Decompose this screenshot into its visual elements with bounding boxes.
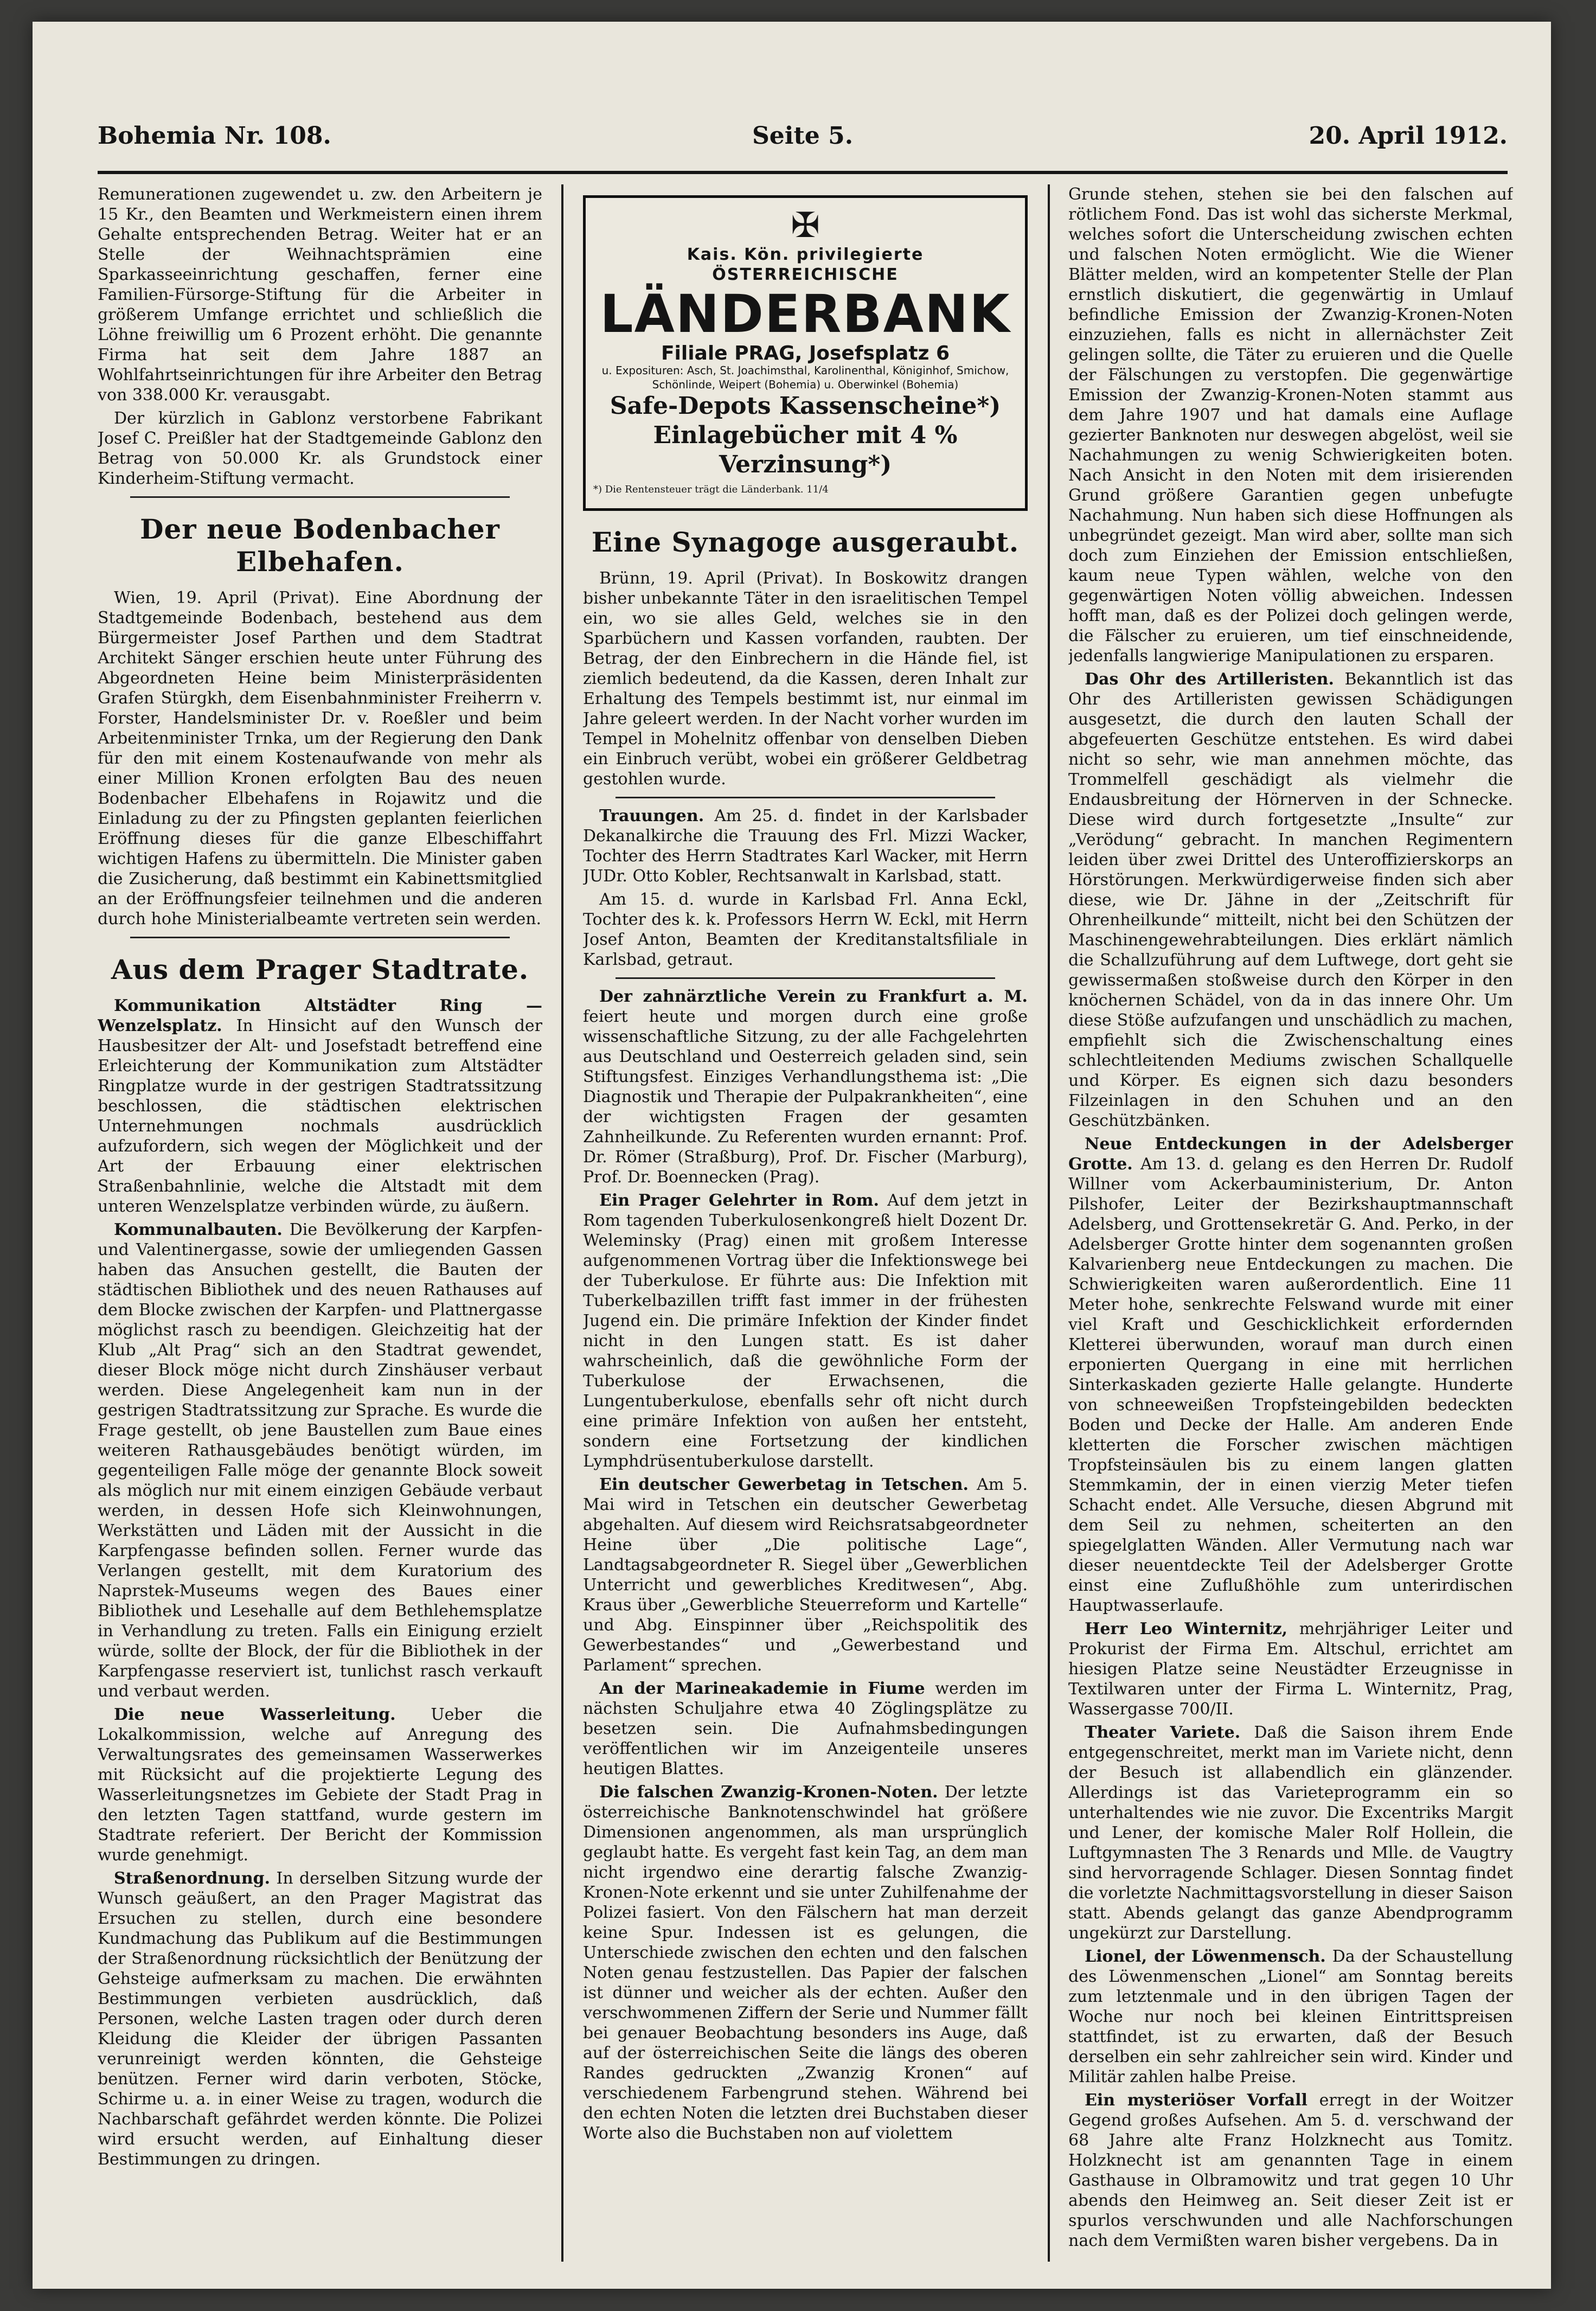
article-vorfall — [1068, 2090, 1513, 2251]
lead-artillerist: Das Ohr des Artilleristen. — [1085, 670, 1334, 689]
text-rom: Auf dem jetzt in Rom tagenden Tuberkulosenkongreß hielt Dozent Dr. Weleminsky (Prag) einen mit großem Interesse aufgenommenen Vortrag über die Infektionswege bei der Tuberkulose. Er führte aus: Die Infektion mit Tuberkelbazillen trifft fast immer in der frühesten Jugend ein. Die primäre Infektion der Kinder findet nicht in den Lungen statt. Es ist daher wahrscheinlich, daß die gewöhnliche Form der Tuberkulose der Erwachsenen, die Lungentuberkulose, ebenfalls sehr oft nicht durch eine primäre Infektion von außen her entsteht, sondern eine Fortsetzung der kindlichen Lymphdrüsentuberkulose darstellt. — [583, 1191, 1028, 1471]
article-elbehafen: Wien, 19. April (Privat). Eine Abordnung der Stadtgemeinde Bodenbach, bestehend aus dem Bürgermeister Josef Parthen und dem Stadtrat Architekt Sänger erschien heute unter Führung des Abgeordneten Heine beim Ministerpräsidenten Grafen Stürgkh, dem Eisenbahnminister Freiherrn v. Forster, Handelsminister Dr. v. Roeßler und beim Arbeitenminister Trnka, um der Regierung den Dank für den mit einem Kostenaufwande von mehr als einer Million Kronen erfolgten Bau des neuen Bodenbacher Elbehafens in Rojawitz und die Einladung zu der zu Pfingsten geplanten feierlichen Eröffnung dieses für die ganze Elbeschiffahrt wichtigen Hafens zu übermitteln. Die Minister gaben die Zusicherung, daß bestimmt ein Kabinettsmitglied an der Eröffnungsfeier teilnehmen und die anderen durch hohe Ministerialbeamte vertreten sein werden. — [98, 588, 542, 929]
text-wasserleitung: Ueber die Lokalkommission, welche auf Anregung des Verwaltungsrates des gemeinsamen Wasserwerkes mit Rücksicht auf die projektierte Legung des Wasserleitungsnetzes im Gebiete der Stadt Prag in den letzten Tagen stattfand, wurde gestern im Stadtrate referiert. Der Bericht der Kommission wurde genehmigt. — [98, 1705, 542, 1865]
article-gablonz: Der kürzlich in Gablonz verstorbene Fabrikant Josef C. Preißler hat der Stadtgemeinde Gablonz den Betrag von 50.000 Kr. als Grundstock einer Kinderheim-Stiftung vermacht. — [98, 409, 542, 488]
paper-issue: Bohemia Nr. 108. — [98, 122, 331, 150]
laenderbank-advertisement — [583, 195, 1028, 511]
article-synagoge: Brünn, 19. April (Privat). In Boskowitz drangen bisher unbekannte Täter in den israelitischen Tempel ein, wo sie alles Geld, welches sie in den Sparbüchern und Kassen vorfanden, raubten. Der Betrag, der den Einbrechern in die Hände fiel, ist ziemlich bedeutend, da die Kassen, deren Inhalt zur Erhaltung des Tempels bestimmt ist, nur einmal im Jahre geleert werden. In der Nacht vorher wurden im Tempel in Mohelnitz offenbar von denselben Dieben ein Einbruch verübt, wobei ein größerer Geldbetrag gestohlen wurde. — [583, 569, 1028, 789]
text-winternitz: mehrjähriger Leiter und Prokurist der Firma Em. Altschul, errichtet am hiesigen Platze seine Neustädter Erzeugnisse in Textilwaren unter der Firma L. Winternitz, Prag, Wassergasse 700/II. — [1068, 1619, 1513, 1719]
article-trauungen — [583, 806, 1028, 886]
text-falsche-noten: Der letzte österreichische Banknotenschwindel hat größere Dimensionen angenommen, als man ursprünglich geglaubt hatte. Es vergeht fast kein Tag, an dem man nicht irgendwo eine derartig falsche Zwanzig-Kronen-Note erkennt und sie unter Zuhilfenahme der Polizei fasiert. Von den Fälschern hat man derzeit keine Spur. Indessen ist es gelungen, die Unterschiede zwischen den echten und den falschen Noten genau festzustellen. Das Papier der falschen ist dünner und weicher als der echten. Außer den verschwommenen Ziffern der Serie und Nummer fällt bei genauer Beobachtung besonders ins Auge, daß auf der österreichischen Seite die längs des oberen Randes gedruckten „Zwanzig Kronen“ auf verschiedenem Farbengrund stehen. Während bei den echten Noten die letzten drei Buchstaben dieser Worte also die Buchstaben non auf violettem — [583, 1783, 1028, 2143]
ad-branch: Filiale PRAG, Josefsplatz 6 — [661, 342, 950, 364]
article-falsche-noten — [583, 1782, 1028, 2143]
text-artillerist: Bekanntlich ist das Ohr des Artilleristen gewissen Schädigungen ausgesetzt, die durch den lauten Schall der abgefeuerten Geschütze entstehen. Es wird dabei nicht so sehr, wie man annehmen möchte, das Trommelfell geschädigt als vielmehr die Endausbreitung der Hörnerven in der Schnecke. Diese wird durch fortgesetzte „Insulte“ zur „Verödung“ gebracht. In manchen Regimentern leiden über zwei Drittel des Unteroffizierskorps an Hörstörungen. Merkwürdigerweise finden sich aber diese, wie Dr. Jähne in der „Zeitschrift für Ohrenheilkunde“ mitteilt, nicht bei den Schützen der Maschinengewehrabteilungen. Dies erklärt nämlich die Schallzuführung auf dem Luftwege, dort geht sie gewissermaßen stoßweise durch den Körper in den knöchernen Schädel, von da in das innere Ohr. Um diese Stöße aufzufangen und unschädlich zu machen, empfiehlt sich die Zwischenschaltung eines schlechtleitenden Mediums zwischen Schallquelle und Körper. Es eignen sich dazu besonders Filzeinlagen in den Schuhen und an den Geschützbänken. — [1068, 670, 1513, 1130]
ad-bank-name: LÄNDERBANK — [600, 284, 1011, 344]
issue-date: 20. April 1912. — [1309, 122, 1508, 150]
article-falsche-noten-cont: Grunde stehen, stehen sie bei den falschen auf rötlichem Fond. Das ist wohl das sicherste Merkmal, welches sofort die Unterscheidung zwischen echten und falschen Noten ermöglicht. Wie die Wiener Blätter melden, wird an kompetenter Stelle der Plan ernstlich diskutiert, die gegenwärtig in Umlauf befindliche Emission der Zwanzig-Kronen-Noten einzuziehen, falls es nicht in allernächster Zeit gelingen sollte, die Täter zu eruieren und die Quelle der Fälschungen zu verstopfen. Die gegenwärtige Emission der Zwanzig-Kronen-Noten stammt aus dem Jahre 1907 und hat damals eine Auflage gezierter Banknoten nur deswegen abgelöst, weil sie Nachahmungen zu wenig Schwierigkeiten boten. Nach Ansicht in den Noten mit dem irisierenden Grund größere Garantien gegen unbefugte Nachahmung. Nun haben sich diese Hoffnungen als unbegründet gezeigt. Man wird aber, sollte man sich doch zum Einziehen der Emission entschließen, kaum neue Typen wählen, welche von den gegenwärtigen Noten völlig abweichen. Indessen hofft man, daß es der Polizei doch gelingen werde, die Fälscher zu eruieren, um tief einschneidende, jedenfalls langwierige Manipulationen zu ersparen. — [1068, 185, 1513, 665]
text-kommunalbauten: Die Bevölkerung der Karpfen- und Valentinergasse, sowie der umliegenden Gassen haben das Ansuchen gestellt, die Bauten der städtischen Bibliothek und des neuen Rathauses auf dem Blocke zwischen der Karpfen- und Plattnergasse möglichst rasch zu beendigen. Gleichzeitig hat der Klub „Alt Prag“ sich an den Stadtrat gewendet, dieser Block möge nicht durch Zinshäuser verbaut werden. Diese Angelegenheit kam nun in der gestrigen Stadtratssitzung zur Sprache. Es wurde die Frage gestellt, ob jene Baustellen zum Baue eines weiteren Rathausgebäudes benötigt würden, im gegenteiligen Falle möge der genannte Block soweit als möglich nur mit einem einzigen Gebäude verbaut werden, in dessen Hofe sich Kleinwohnungen, Werkstätten und Läden mit der Aussicht in die Karpfengasse befinden sollen. Ferner wurde das Verlangen gestellt, mit dem Kuratorium des Naprstek-Museums wegen des Baues einer Bibliothek und Lesehalle auf dem Bethlehemsplatze in Verhandlung zu treten. Falls ein Einigung erzielt würde, sollte der Block, der für die Bibliothek in der Karpfengasse reserviert ist, tunlichst rasch verkauft und verbaut werden. — [98, 1220, 542, 1701]
column-1 — [98, 184, 542, 2262]
text-variete: Daß die Saison ihrem Ende entgegenschreitet, merkt man im Variete nicht, denn der Besuch ist allabendlich ein glänzender. Allerdings ist das Varieteprogramm ein so unterhaltendes wie nie zuvor. Die Excentriks Margit und Lener, der komische Maler Rolf Hollein, die Luftgymnasten The 3 Renards und Mlle. de Vaugtry sind hervorragende Schlager. Diesen Sonntag findet die vorletzte Nachmittagsvorstellung in dieser Saison statt. Abends gelangt das ganze Abendprogramm ungekürzt zur Darstellung. — [1068, 1723, 1513, 1943]
separator — [616, 977, 995, 979]
ad-line-2: ÖSTERREICHISCHE — [712, 265, 899, 284]
newspaper-page — [33, 22, 1551, 2289]
article-marineakademie — [583, 1679, 1028, 1779]
masthead-rule — [98, 171, 1508, 174]
article-gewerbetag — [583, 1475, 1028, 1675]
lead-trauungen: Trauungen. — [599, 806, 704, 825]
separator — [130, 937, 510, 938]
article-strassenordnung — [98, 1868, 542, 2169]
lead-wasserleitung: Die neue Wasserleitung. — [114, 1705, 396, 1724]
lead-variete: Theater Variete. — [1085, 1723, 1241, 1742]
lead-rom: Ein Prager Gelehrter in Rom. — [599, 1191, 879, 1210]
text-marineakademie: werden im nächsten Schuljahre etwa 40 Zöglingsplätze zu besetzen sein. Die Aufnahmsbedingungen veröffentlichen wir im Anzeigenteile unseres heutigen Blattes. — [583, 1679, 1028, 1778]
column-rule-1 — [561, 184, 563, 2262]
column-rule-2 — [1048, 184, 1050, 2262]
separator — [130, 496, 510, 498]
article-rom — [583, 1190, 1028, 1471]
page-number: Seite 5. — [752, 122, 854, 150]
text-adelsberg: Am 13. d. gelang es den Herren Dr. Rudolf Willner vom Ackerbauministerium, Dr. Anton Pilshofer, Leiter der Bezirkshauptmannschaft Adelsberg, und Grottensekretär G. And. Perko, in der Adelsberger Grotte hinter dem sogenannten großen Kalvarienberg neue Entdeckungen zu machen. Die Schwierigkeiten waren außerordentlich. Eine 11 Meter hohe, senkrechte Felswand wurde mit einer viel Kraft und Geschicklichkeit erfordernden Kletterei überwunden, worauf man durch einen erponierten Quergang in eine mit herrlichen Sinterkaskaden gezierte Halle gelangte. Hunderte von schneeweißen Tropfsteingebilden bedeckten Boden und Decke der Halle. Am anderen Ende kletterten die Forscher zwischen mächtigen Tropfsteinsäulen bis zu einem langen glatten Stemmkamin, der in einen vierzig Meter tiefen Schacht endet. Alle Versuche, diesen Abgrund mit dem Seil zu nehmen, scheiterten an den spiegelglatten Wänden. Aller Vermutung nach war dieser neuentdeckte Teil der Adelsberger Grotte einst eine Zuflußhöhle zum unterirdischen Hauptwasserlaufe. — [1068, 1155, 1513, 1615]
lead-zahnaerzte: Der zahnärztliche Verein zu Frankfurt a. M. — [599, 987, 1028, 1006]
ad-exposituren: u. Exposituren: Asch, St. Joachimsthal, Karolinenthal, Königinhof, Smichow, Schönlinde, Weipert (Bohemia) u. Oberwinkel (Bohemia) — [601, 364, 1009, 391]
headline-synagoge: Eine Synagoge ausgeraubt. — [591, 526, 1020, 558]
text-trauungen-1: Am 25. d. findet in der Karlsbader Dekanalkirche die Trauung des Frl. Mizzi Wacker, Tochter des Herrn Stadtrates Karl Wacker, mit Herrn JUDr. Otto Kobler, Rechtsanwalt in Karlsbad, statt. — [583, 806, 1028, 886]
text-gewerbetag: Am 5. Mai wird in Tetschen ein deutscher Gewerbetag abgehalten. Auf diesem wird Reichsratsabgeordneter Heine über „Die politische Lage“, Landtagsabgeordneter R. Siegel über „Gewerblichen Unterricht und gewerbliches Kreditwesen“, Abg. Kraus über „Gewerbliche Steuerreform und Kartelle“ und Abg. Einspinner über „Reichspolitik des Gewerbestandes“ und „Gewerbestand und Parlament“ sprechen. — [583, 1475, 1028, 1675]
ad-line-1: Kais. Kön. privilegierte — [687, 245, 924, 264]
article-adelsberg — [1068, 1134, 1513, 1616]
lead-marineakademie: An der Marineakademie in Fiume — [599, 1679, 925, 1698]
imperial-eagle-icon: ✠ — [791, 206, 820, 246]
article-zahnaerzte — [583, 987, 1028, 1187]
masthead — [98, 117, 1508, 160]
article-winternitz — [1068, 1619, 1513, 1719]
headline-stadtrat: Aus dem Prager Stadtrate. — [111, 953, 529, 985]
ad-code: 11/4 — [806, 484, 829, 495]
lead-falsche-noten: Die falschen Zwanzig-Kronen-Noten. — [599, 1783, 938, 1802]
text-kommunikation: In Hinsicht auf den Wunsch der Hausbesitzer der Alt- und Josefstadt betreffend eine Erleichterung der Kommunikation zum Altstädter Ringplatze wurde in der gestrigen Stadtratssitzung beschlossen, die städtischen elektrischen Unternehmungen nochmals ausdrücklich aufzufordern, sich wegen der Möglichkeit und der Art der Erbauung einer elektrischen Straßenbahnlinie, welche die Altstadt mit dem unteren Wenzelsplatze verbinden würde, zu äußern. — [98, 1016, 542, 1216]
article-variete — [1068, 1723, 1513, 1943]
ad-offer: Safe-Depots Kassenscheine*) Einlagebücher mit 4 % Verzinsung*) — [610, 392, 1001, 478]
lead-gewerbetag: Ein deutscher Gewerbetag in Tetschen. — [599, 1475, 969, 1494]
article-wasserleitung — [98, 1705, 542, 1865]
lead-lionel: Lionel, der Löwenmensch. — [1085, 1947, 1326, 1966]
lead-winternitz: Herr Leo Winternitz, — [1085, 1619, 1288, 1638]
lead-strassenordnung: Straßenordnung. — [114, 1869, 271, 1888]
ad-note: *) Die Rentensteuer trägt die Länderbank. — [593, 484, 804, 495]
lead-kommunalbauten: Kommunalbauten. — [114, 1220, 283, 1239]
text-vorfall: erregt in der Woitzer Gegend großes Aufsehen. Am 5. d. verschwand der 68 Jahre alte Franz Holzknecht aus Tomitz. Holzknecht ist am genannten Tage in einem Gasthause in Olbramowitz und trat gegen 10 Uhr abends den Heimweg an. Seit dieser Zeit ist er spurlos verschwunden und alle Nachforschungen nach dem Vermißten waren bisher vergebens. Da in — [1068, 2091, 1513, 2250]
lead-kommunikation: Kommunikation Altstädter Ring — Wenzelsplatz. — [98, 996, 542, 1035]
article-continuation: Remunerationen zugewendet u. zw. den Arbeitern je 15 Kr., den Beamten und Werkmeistern einen ihrem Gehalte entsprechenden Betrag. Weiter hat er an Stelle der Weihnachtsprämien eine Sparkasseeinrichtung geschaffen, ferner eine Familien-Fürsorge-Stiftung für die Arbeiter in größerem Umfange errichtet und schließlich die Löhne freiwillig um 6 Prozent erhöht. Die genannte Firma hat seit dem Jahre 1887 an Wohlfahrtseinrichtungen für ihre Arbeiter den Betrag von 338.000 Kr. verausgabt. — [98, 185, 542, 405]
article-kommunikation — [98, 996, 542, 1217]
lead-vorfall: Ein mysteriöser Vorfall — [1085, 2091, 1307, 2110]
lead-adelsberg: Neue Entdeckungen in der Adelsberger Grotte. — [1068, 1135, 1513, 1174]
article-kommunalbauten — [98, 1220, 542, 1701]
column-3 — [1068, 184, 1513, 2262]
article-lionel — [1068, 1947, 1513, 2087]
headline-elbehafen: Der neue Bodenbacher Elbehafen. — [140, 513, 500, 578]
separator — [616, 797, 995, 798]
article-artillerist — [1068, 669, 1513, 1131]
text-lionel: Da der Schaustellung des Löwenmenschen „Lionel“ am Sonntag bereits zum letztenmale und in den übrigen Tagen der Woche nur noch bei kleinen Eintrittspreisen stattfindet, ist zu erwarten, daß der Besuch derselben ein sehr zahlreicher sein wird. Kinder und Militär zahlen halbe Preise. — [1068, 1947, 1513, 2086]
text-strassenordnung: In derselben Sitzung wurde der Wunsch geäußert, an den Prager Magistrat das Ersuchen zu stellen, durch eine besondere Kundmachung das Publikum auf die Bestimmungen der Straßenordnung rücksichtlich der Benützung der Gehsteige aufmerksam zu machen. Die erwähnten Bestimmungen verbieten ausdrücklich, daß Personen, welche Lasten tragen oder durch deren Kleidung die Kleider der übrigen Passanten verunreinigt werden könnten, die Gehsteige benützen. Ferner wird darin verboten, Stöcke, Schirme u. a. in einer Weise zu tragen, wodurch die Nachbarschaft gefährdet werden könnte. Die Polizei wird ersucht werden, auf Einhaltung dieser Bestimmungen zu dringen. — [98, 1869, 542, 2169]
article-trauungen-2: Am 15. d. wurde in Karlsbad Frl. Anna Eckl, Tochter des k. k. Professors Herrn W. Eckl, mit Herrn Josef Anton, Beamten der Kreditanstaltsfiliale in Karlsbad, getraut. — [583, 890, 1028, 969]
text-zahnaerzte: feiert heute und morgen durch eine große wissenschaftliche Sitzung, zu der alle Fachgelehrten aus Deutschland und Oesterreich geladen sind, sein Stiftungsfest. Einziges Verhandlungsthema ist: „Die Diagnostik und Therapie der Pulpakrankheiten“, eine der wichtigsten Fragen der gesamten Zahnheilkunde. Zu Referenten wurden ernannt: Prof. Dr. Römer (Straßburg), Prof. Dr. Fischer (Marburg), Prof. Dr. Boennecken (Prag). — [583, 1007, 1028, 1187]
ad-footnote — [593, 479, 1017, 500]
column-2 — [583, 184, 1028, 2262]
